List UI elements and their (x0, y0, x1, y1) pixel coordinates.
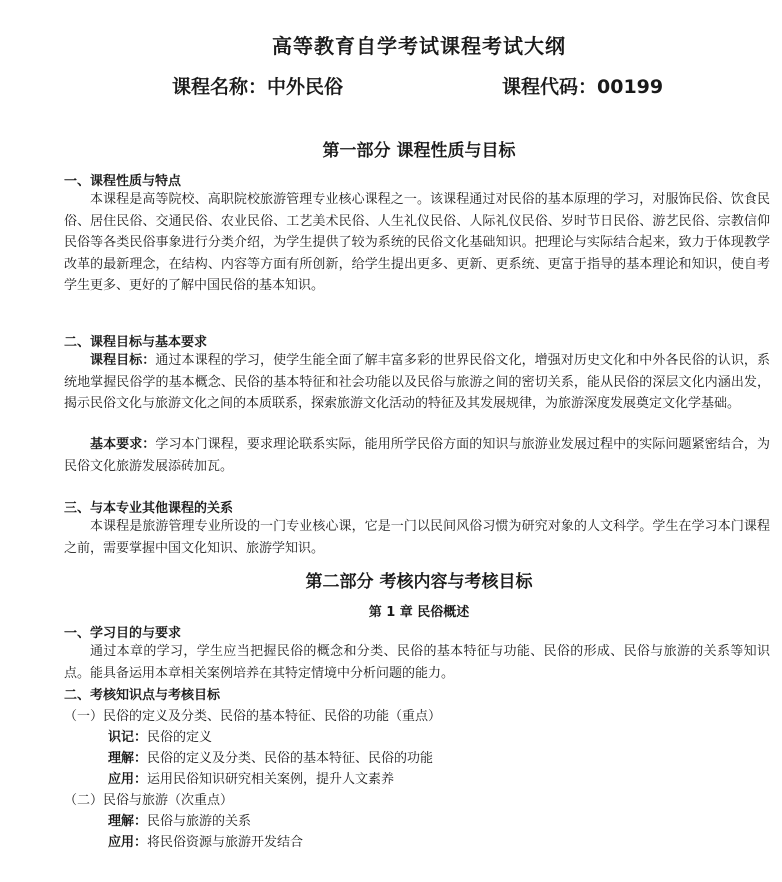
chapter-title: 第 1 章 民俗概述 (368, 605, 470, 620)
line-text: 民俗的定义及分类、民俗的基本特征、民俗的功能 (147, 751, 434, 766)
course-goal-text: 通过本课程的学习，使学生能全面了解丰富多彩的世界民俗文化，增强对历史文化和中外各民俗的认识，系统地掌握民俗学的基本概念、民俗的基本特征和社会功能以及民俗与旅游之间的密切关系，能从民俗的深层文化内涵出发，揭示民俗文化与旅游文化之间的本质联系，探索旅游文化活动的特征及其发展规律，为旅游深度发展奠定文化学基础。 (64, 353, 770, 411)
part2-section1-heading: 一、学习目的与要求 (64, 626, 182, 641)
part1-section2-heading: 二、课程目标与基本要求 (64, 335, 208, 350)
part2-section1-paragraph: 通过本章的学习，学生应当把握民俗的概念和分类、民俗的基本特征与功能、民俗的形成、民俗与旅游的关系等知识点。能具备运用本章相关案例培养在其特定情境中分析问题的能力。 (64, 644, 770, 681)
line-label: 应用： (108, 835, 148, 850)
knowledge-item-2: （二）民俗与旅游（次重点） (64, 793, 234, 808)
line-text: 运用民俗知识研究相关案例，提升人文素养 (147, 772, 395, 787)
part1-title: 第一部分 课程性质与目标 (322, 141, 516, 161)
course-goal-label: 课程目标： (90, 353, 156, 368)
item1-line-understand (108, 747, 433, 766)
line-text: 民俗的定义 (147, 730, 213, 745)
line-label: 识记： (108, 730, 148, 745)
item2-line-apply (108, 831, 303, 850)
basic-requirement-text: 学习本门课程，要求理论联系实际，能用所学民俗方面的知识与旅游业发展过程中的实际问题紧密结合，为民俗文化旅游发展添砖加瓦。 (64, 437, 770, 474)
part2-section2-heading: 二、考核知识点与考核目标 (64, 688, 221, 703)
item1-line-memorize (108, 726, 212, 745)
line-label: 应用： (108, 772, 148, 787)
course-goal-paragraph (64, 350, 770, 415)
line-text: 将民俗资源与旅游开发结合 (147, 835, 304, 850)
part1-section1-heading: 一、课程性质与特点 (64, 174, 182, 189)
line-label: 理解： (108, 814, 148, 829)
basic-requirement-label: 基本要求： (90, 437, 156, 452)
part1-section3-paragraph: 本课程是旅游管理专业所设的一门专业核心课，它是一门以民间风俗习惯为研究对象的人文科学。学生在学习本门课程之前，需要掌握中国文化知识、旅游学知识。 (64, 519, 770, 556)
basic-requirement-paragraph (64, 434, 770, 477)
part2-title: 第二部分 考核内容与考核目标 (305, 572, 533, 592)
line-label: 理解： (108, 751, 148, 766)
course-code: 课程代码：00199 (502, 76, 664, 98)
line-text: 民俗与旅游的关系 (147, 814, 252, 829)
part1-section3-heading: 三、与本专业其他课程的关系 (64, 501, 234, 516)
item2-line-understand (108, 810, 251, 829)
knowledge-item-1: （一）民俗的定义及分类、民俗的基本特征、民俗的功能（重点） (64, 709, 442, 724)
item1-line-apply (108, 768, 394, 787)
document-title: 高等教育自学考试课程考试大纲 (272, 34, 566, 58)
part1-section1-paragraph: 本课程是高等院校、高职院校旅游管理专业核心课程之一。该课程通过对民俗的基本原理的学习，对服饰民俗、饮食民俗、居住民俗、交通民俗、农业民俗、工艺美术民俗、人生礼仪民俗、人际礼仪民俗、岁时节日民俗、游艺民俗、宗教信仰民俗等各类民俗事象进行分类介绍，为学生提供了较为系统的民俗文化基础知识。把理论与实际结合起来，致力于体现教学改革的最新理念，在结构、内容等方面有所创新，给学生提出更多、更新、更系统、更富于指导的基本理论和知识，使自考学生更多、更好的了解中国民俗的基本知识。 (64, 192, 770, 293)
course-name: 课程名称：中外民俗 (172, 76, 344, 98)
